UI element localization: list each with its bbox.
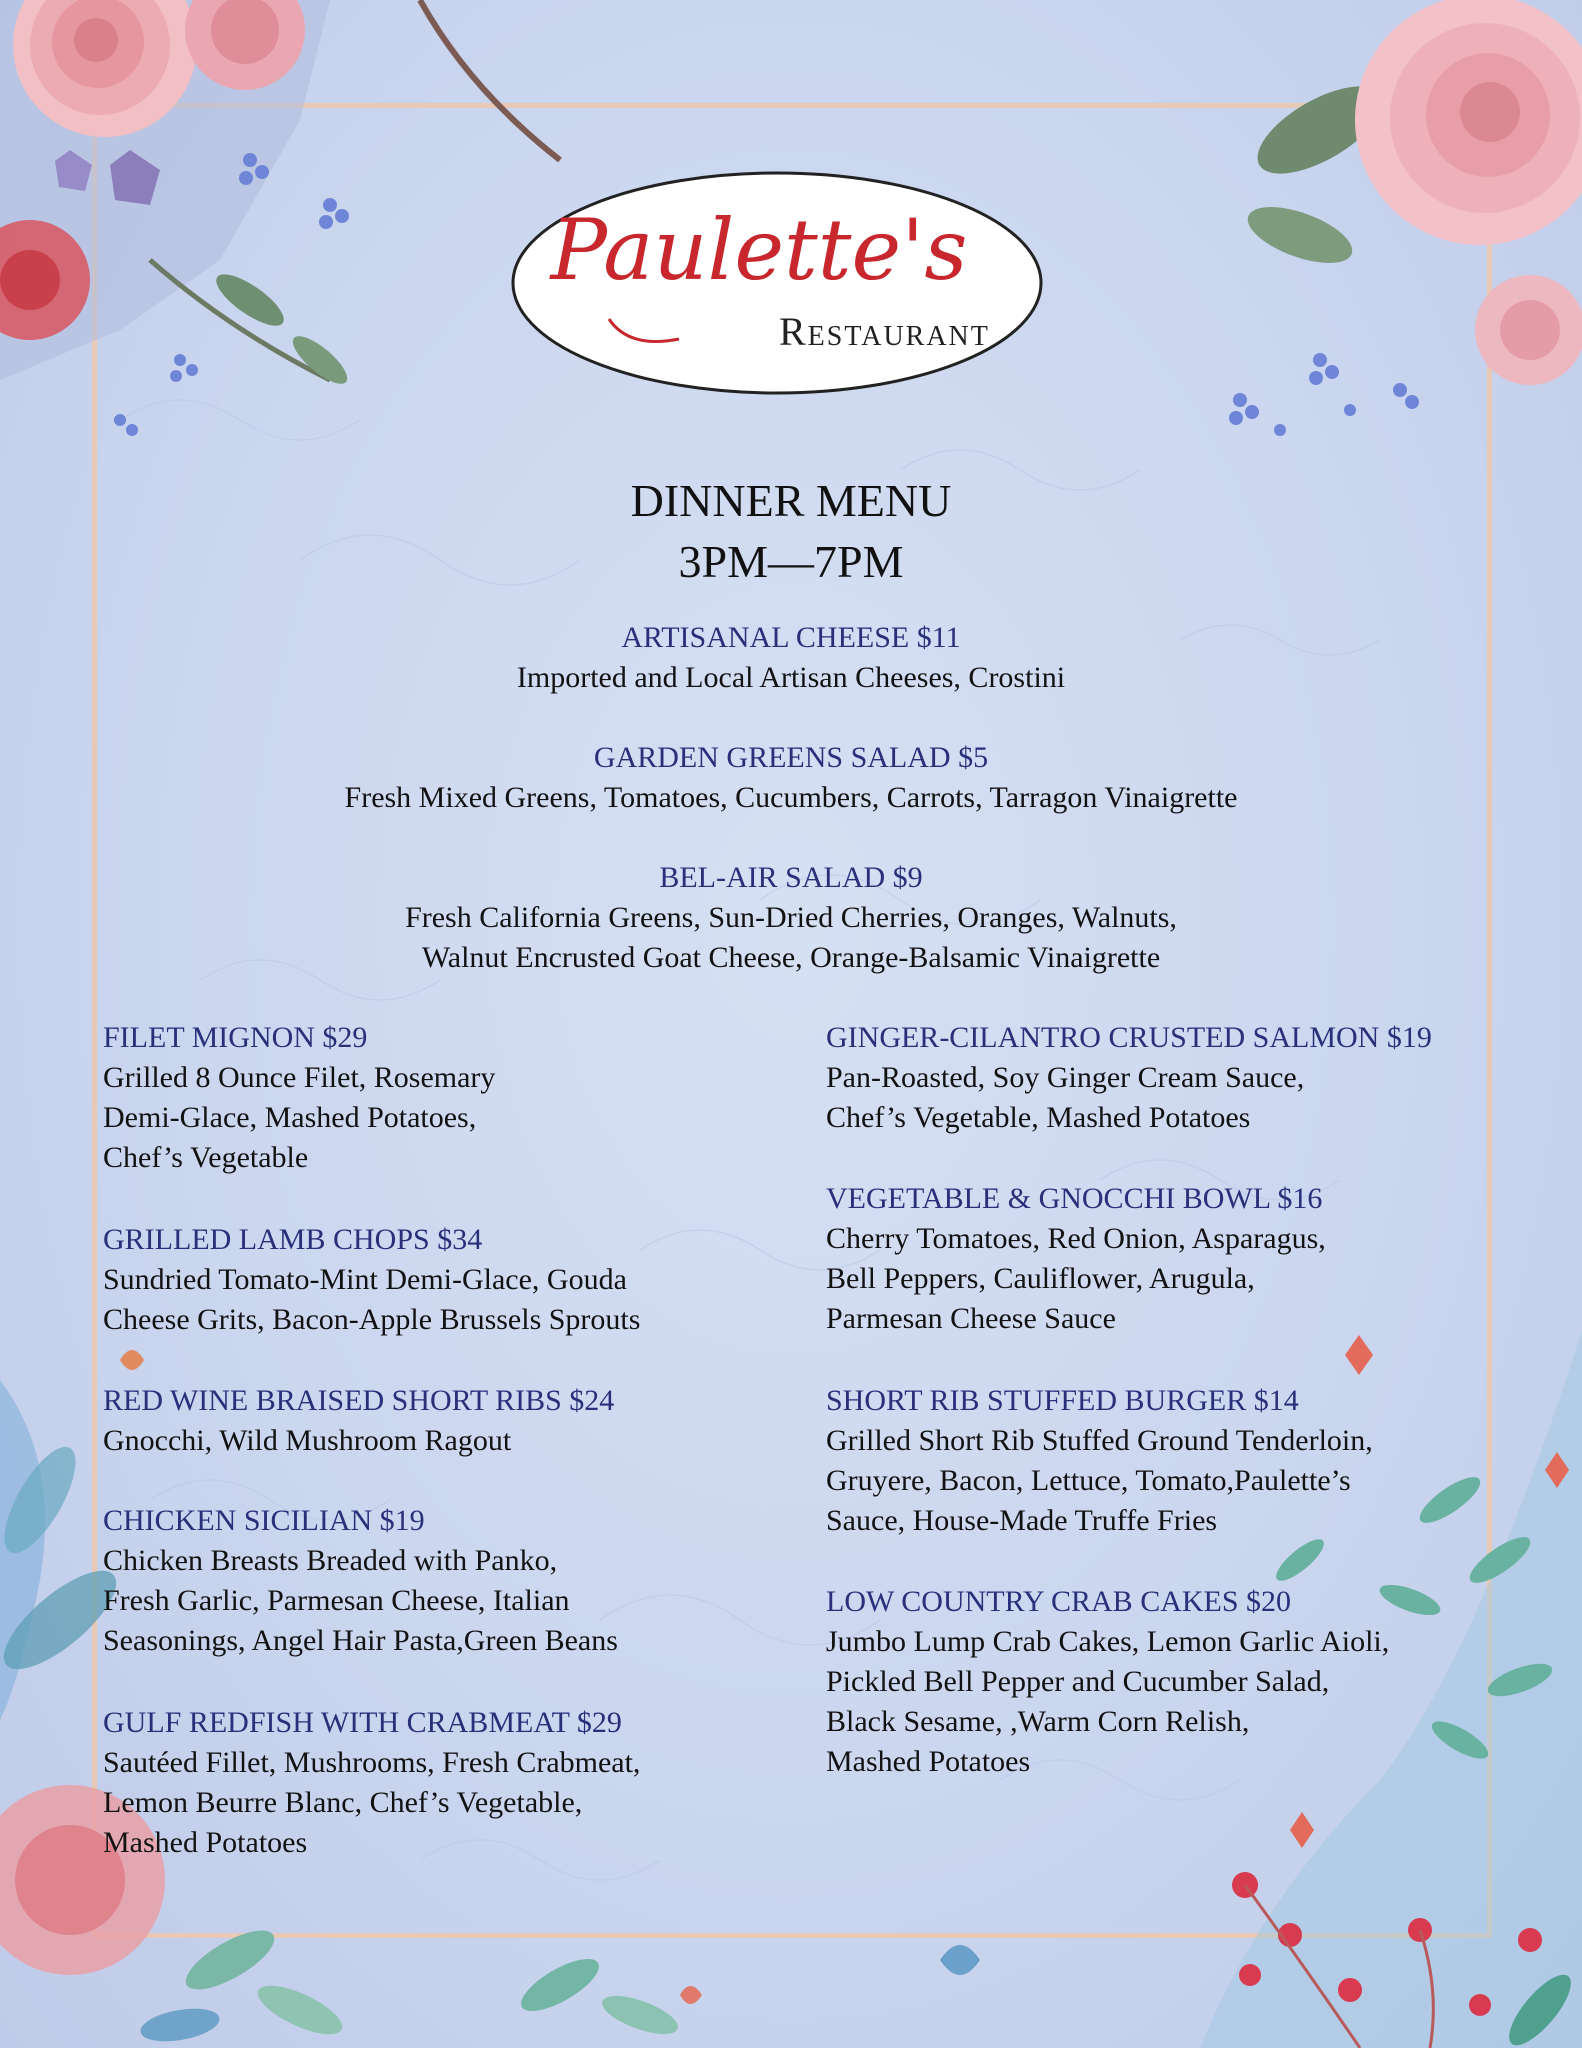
item-description: Fresh Mixed Greens, Tomatoes, Cucumbers, Carrots, Tarragon Vinaigrette xyxy=(344,781,1238,814)
item-title: GARDEN GREENS SALAD $5 xyxy=(593,741,989,774)
top-left-flowers xyxy=(0,0,560,436)
item-description: Parmesan Cheese Sauce xyxy=(826,1302,1116,1335)
item-description: Cherry Tomatoes, Red Onion, Asparagus, xyxy=(826,1222,1326,1255)
menu-item xyxy=(103,1018,495,1178)
item-title: RED WINE BRAISED SHORT RIBS $24 xyxy=(103,1384,615,1417)
menu-item xyxy=(0,618,1582,698)
logo-subtitle: Restaurant xyxy=(779,309,990,354)
item-description: Cheese Grits, Bacon-Apple Brussels Sprouts xyxy=(103,1303,641,1336)
item-title: ARTISANAL CHEESE $11 xyxy=(621,621,961,654)
menu-item xyxy=(826,1582,1389,1782)
item-description: Pan-Roasted, Soy Ginger Cream Sauce, xyxy=(826,1061,1305,1094)
item-description: Mashed Potatoes xyxy=(826,1745,1031,1778)
bottom-center-leaves xyxy=(514,1945,980,2042)
item-title: GINGER-CILANTRO CRUSTED SALMON $19 xyxy=(826,1021,1432,1054)
menu-item xyxy=(826,1179,1326,1339)
item-description: Seasonings, Angel Hair Pasta,Green Beans xyxy=(103,1624,618,1657)
item-title: LOW COUNTRY CRAB CAKES $20 xyxy=(826,1585,1292,1618)
item-description: Gruyere, Bacon, Lettuce, Tomato,Paulette’s xyxy=(826,1464,1351,1497)
menu-item xyxy=(826,1018,1432,1138)
item-description: Chef’s Vegetable xyxy=(103,1141,309,1174)
logo-script-name: Paulette's xyxy=(550,201,968,299)
item-description: Mashed Potatoes xyxy=(103,1826,308,1859)
item-title: FILET MIGNON $29 xyxy=(103,1021,368,1054)
item-description: Grilled 8 Ounce Filet, Rosemary xyxy=(103,1061,496,1094)
restaurant-logo xyxy=(509,169,1045,397)
item-title: SHORT RIB STUFFED BURGER $14 xyxy=(826,1384,1299,1417)
item-description: Pickled Bell Pepper and Cucumber Salad, xyxy=(826,1665,1330,1698)
item-title: VEGETABLE & GNOCCHI BOWL $16 xyxy=(826,1182,1323,1215)
item-description: Gnocchi, Wild Mushroom Ragout xyxy=(103,1424,512,1457)
menu-item xyxy=(0,738,1582,818)
menu-title: DINNER MENU xyxy=(630,475,952,526)
item-description: Demi-Glace, Mashed Potatoes, xyxy=(103,1101,477,1134)
item-description: Fresh Garlic, Parmesan Cheese, Italian xyxy=(103,1584,570,1617)
item-description: Black Sesame, ,Warm Corn Relish, xyxy=(826,1705,1250,1738)
menu-item xyxy=(103,1220,640,1340)
menu-item xyxy=(103,1501,618,1661)
item-description: Sundried Tomato-Mint Demi-Glace, Gouda xyxy=(103,1263,627,1296)
item-description: Chef’s Vegetable, Mashed Potatoes xyxy=(826,1101,1251,1134)
menu-item xyxy=(103,1703,640,1863)
item-title: CHICKEN SICILIAN $19 xyxy=(103,1504,425,1537)
item-description: Imported and Local Artisan Cheeses, Crostini xyxy=(516,661,1066,694)
menu-item xyxy=(103,1381,614,1461)
item-description: Sautéed Fillet, Mushrooms, Fresh Crabmeat, xyxy=(103,1746,641,1779)
item-title: BEL-AIR SALAD $9 xyxy=(659,861,923,894)
item-description: Chicken Breasts Breaded with Panko, xyxy=(103,1544,558,1577)
item-description: Lemon Beurre Blanc, Chef’s Vegetable, xyxy=(103,1786,583,1819)
menu-item xyxy=(0,858,1582,978)
top-right-flowers xyxy=(1229,0,1582,436)
item-title: GRILLED LAMB CHOPS $34 xyxy=(103,1223,483,1256)
item-description: Fresh California Greens, Sun-Dried Cherries, Oranges, Walnuts, xyxy=(405,901,1177,934)
menu-item xyxy=(826,1381,1373,1541)
item-title: GULF REDFISH WITH CRABMEAT $29 xyxy=(103,1706,622,1739)
item-description: Sauce, House-Made Truffe Fries xyxy=(826,1504,1218,1537)
item-description: Jumbo Lump Crab Cakes, Lemon Garlic Aioli, xyxy=(826,1625,1390,1658)
item-description: Bell Peppers, Cauliflower, Arugula, xyxy=(826,1262,1255,1295)
menu-hours: 3PM—7PM xyxy=(678,536,904,587)
item-description: Grilled Short Rib Stuffed Ground Tenderloin, xyxy=(826,1424,1373,1457)
item-description: Walnut Encrusted Goat Cheese, Orange-Balsamic Vinaigrette xyxy=(421,941,1161,974)
